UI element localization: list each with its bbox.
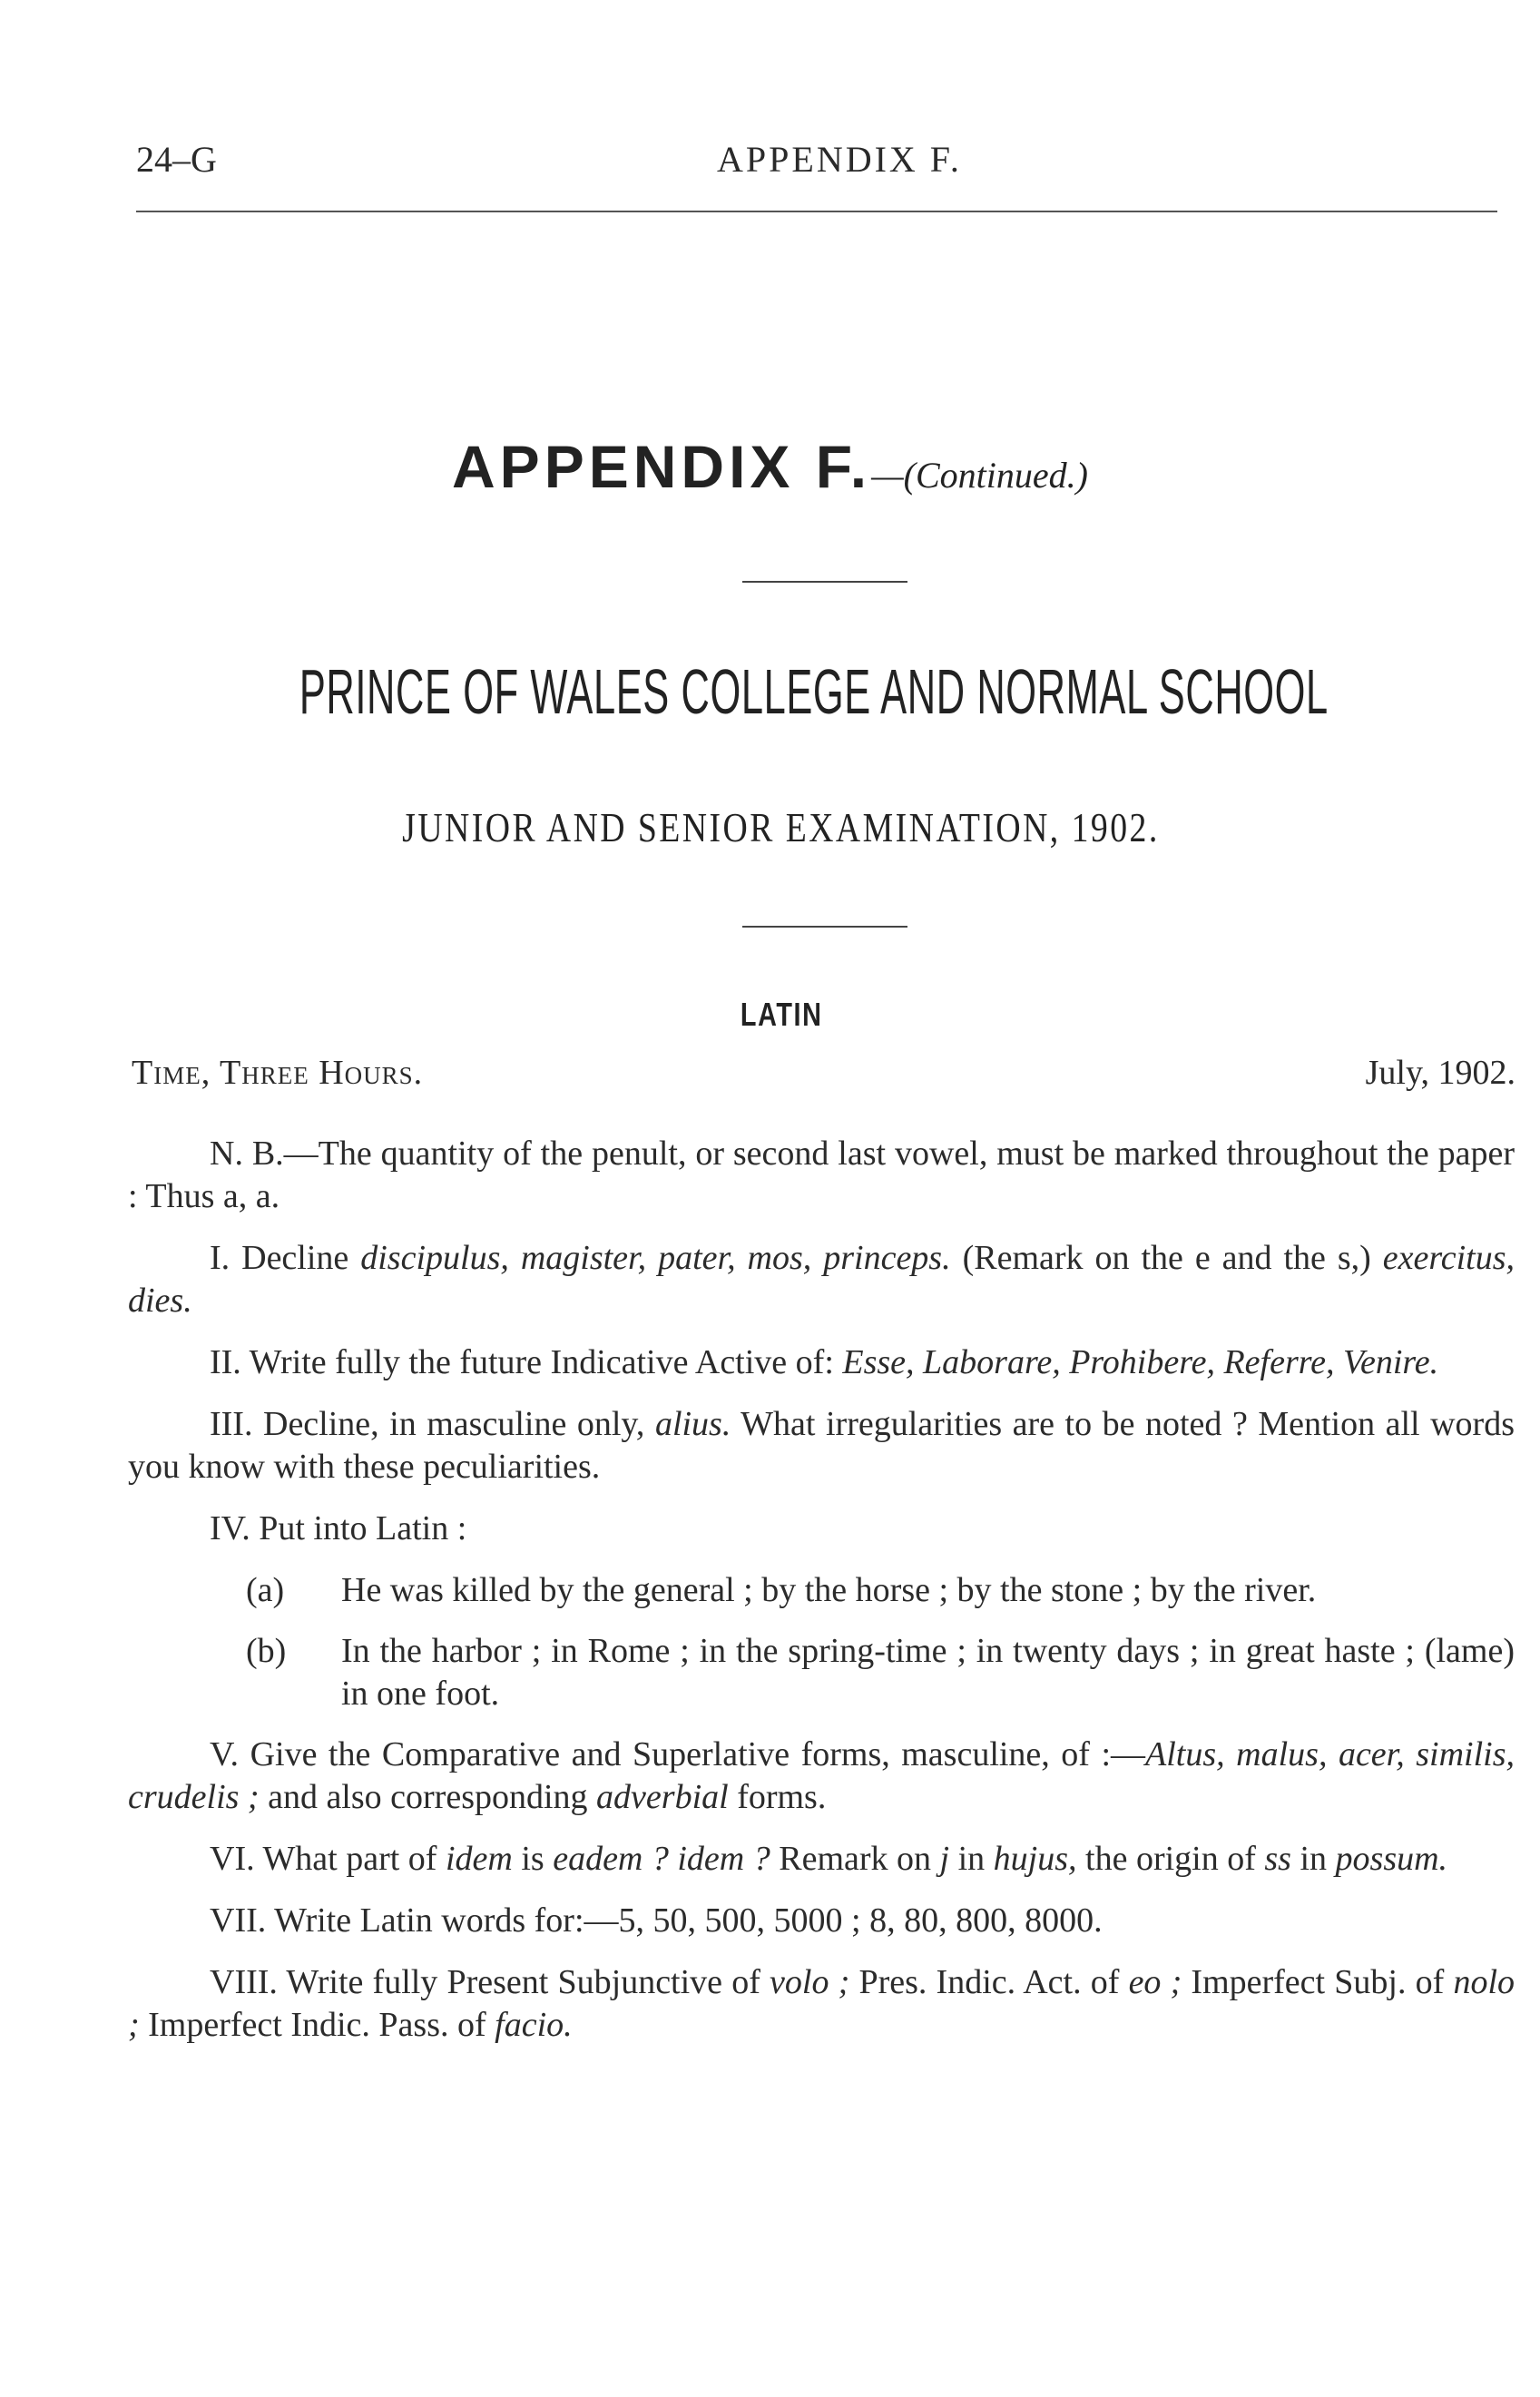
question-number: IV. — [210, 1509, 250, 1547]
question-text: What irregularities are to be noted ? Mention all words you know with these peculiarities. — [128, 1405, 1515, 1486]
question-text: and also corresponding — [259, 1778, 597, 1816]
question-number: III. — [210, 1405, 253, 1443]
question-text: the origin of — [1076, 1840, 1265, 1878]
question-text-italic: discipulus, magister, pater, mos, princeps. — [360, 1239, 951, 1277]
question-text-italic: eadem ? idem ? — [553, 1840, 770, 1878]
sub-question-text: He was killed by the general ; by the horse ; by the stone ; by the river. — [341, 1571, 1317, 1609]
question-4b — [246, 1630, 1515, 1715]
question-4 — [128, 1508, 1515, 1550]
question-text-italic: volo ; — [770, 1963, 850, 2001]
question-1 — [128, 1237, 1515, 1322]
question-text-italic: facio. — [495, 2006, 573, 2044]
running-title: APPENDIX F. — [717, 139, 962, 180]
appendix-title — [0, 432, 1540, 501]
question-text: Decline, in masculine only, — [263, 1405, 655, 1443]
question-text-italic: Altus, malus, acer, similis, crudelis ; — [128, 1735, 1515, 1816]
question-text: is — [512, 1840, 554, 1878]
question-text-italic: nolo ; — [128, 1963, 1515, 2044]
question-body — [128, 1133, 1515, 2066]
sub-question-label: (b) — [246, 1632, 287, 1670]
question-text: Pres. Indic. Act. of — [849, 1963, 1129, 2001]
question-6 — [128, 1838, 1515, 1881]
question-text: Write Latin words for:—5, 50, 500, 5000 ; 8, 80, 800, 8000. — [274, 1901, 1103, 1940]
header-rule — [136, 211, 1497, 212]
nota-bene: N. B.—The quantity of the penult, or second last vowel, must be marked throughout the paper : Thus a, a. — [128, 1135, 1515, 1215]
examination-heading: JUNIOR AND SENIOR EXAMINATION, 1902. — [402, 804, 1160, 850]
time-allowed: Time, Three Hours. — [132, 1054, 424, 1092]
appendix-title-main: APPENDIX F. — [452, 433, 872, 500]
question-8 — [128, 1961, 1515, 2047]
question-2 — [128, 1341, 1515, 1384]
question-number: VI. — [210, 1840, 255, 1878]
question-number: VIII. — [210, 1963, 278, 2001]
question-3 — [128, 1403, 1515, 1488]
question-text: Write fully the future Indicative Active of: — [249, 1343, 843, 1381]
question-text-italic: possum. — [1335, 1840, 1448, 1878]
sub-question-text: In the harbor ; in Rome ; in the spring-time ; in twenty days ; in great haste ; (lame) in one foot. — [341, 1632, 1515, 1713]
appendix-title-continued: —(Continued.) — [871, 455, 1088, 496]
question-5 — [128, 1734, 1515, 1819]
question-number: I. — [210, 1239, 231, 1277]
divider-rule-1 — [742, 581, 907, 583]
divider-rule-2 — [742, 926, 907, 928]
question-text-italic: eo ; — [1128, 1963, 1182, 2001]
question-text-italic: ss — [1264, 1840, 1291, 1878]
question-number: VII. — [210, 1901, 267, 1940]
question-text: What part of — [262, 1840, 446, 1878]
question-text-italic: idem — [445, 1840, 513, 1878]
question-text-italic: exercitus, dies. — [128, 1239, 1515, 1320]
question-text-italic: alius. — [654, 1405, 731, 1443]
question-text: forms. — [728, 1778, 827, 1816]
question-number: II. — [210, 1343, 241, 1381]
question-text: in — [949, 1840, 994, 1878]
question-text: Decline — [241, 1239, 361, 1277]
question-text-italic: j — [939, 1840, 950, 1878]
exam-date: July, 1902. — [1365, 1054, 1515, 1092]
question-text: in — [1290, 1840, 1336, 1878]
running-header — [136, 138, 1497, 183]
time-date-line — [132, 1053, 1515, 1098]
question-text: (Remark on the e and the s,) — [950, 1239, 1383, 1277]
question-7 — [128, 1900, 1515, 1942]
page-number: 24–G — [136, 139, 217, 180]
question-4a — [246, 1569, 1515, 1612]
sub-question-label: (a) — [246, 1571, 285, 1609]
question-text-italic: Esse, Laborare, Prohibere, Referre, Venire. — [842, 1343, 1439, 1381]
question-text-italic: adverbial — [596, 1778, 729, 1816]
question-text: Put into Latin : — [259, 1509, 467, 1547]
college-heading: PRINCE OF WALES COLLEGE AND NORMAL SCHOOL — [299, 656, 1329, 727]
subject-heading: LATIN — [740, 996, 823, 1033]
question-text: Give the Comparative and Superlative forms, masculine, of :— — [250, 1735, 1146, 1773]
question-number: V. — [210, 1735, 240, 1773]
question-text: Imperfect Subj. of — [1182, 1963, 1454, 2001]
question-text: Remark on — [770, 1840, 940, 1878]
question-text: Imperfect Indic. Pass. of — [139, 2006, 495, 2044]
question-text: Write fully Present Subjunctive of — [286, 1963, 770, 2001]
question-text-italic: hujus, — [993, 1840, 1077, 1878]
